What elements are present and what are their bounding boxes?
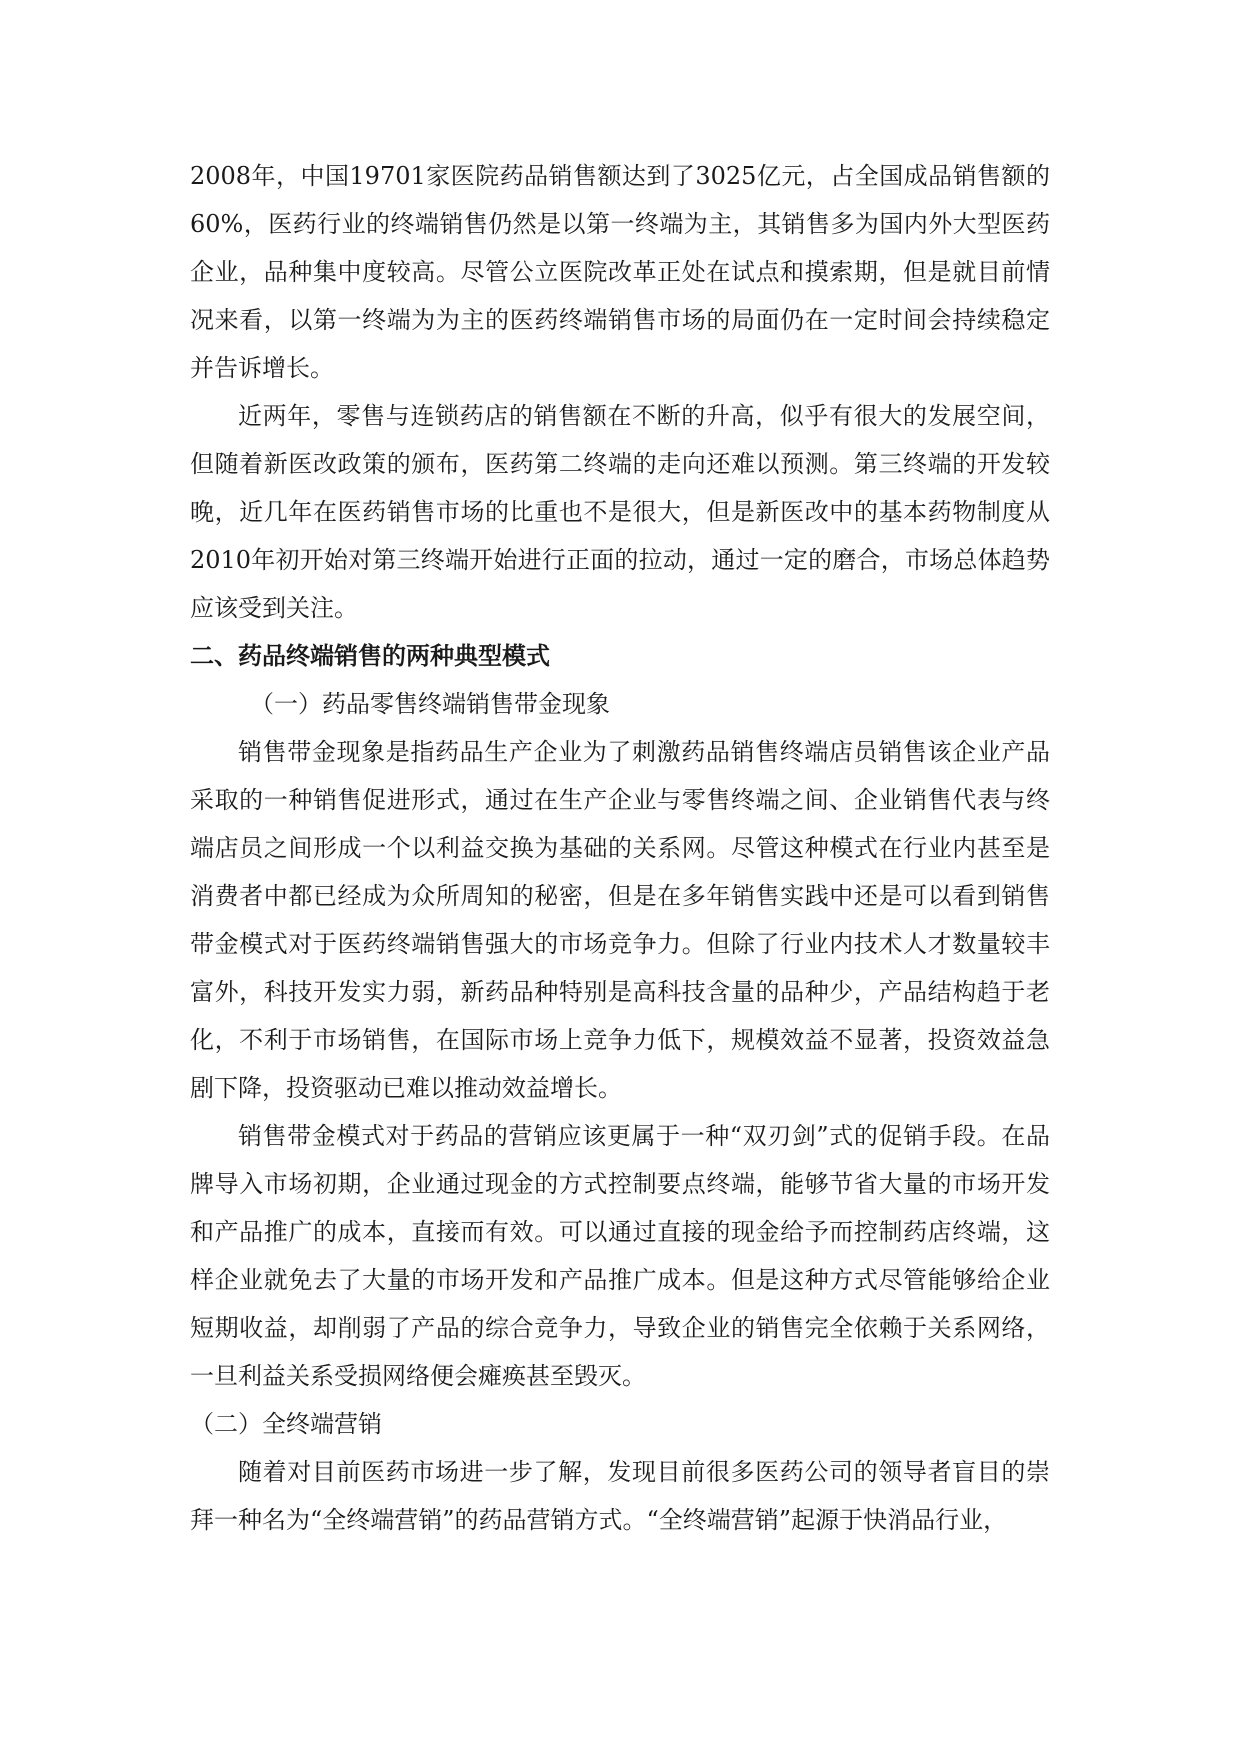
subheading-retail-kickback: （一）药品零售终端销售带金现象 <box>250 690 610 718</box>
paragraph-kickback-definition: 销售带金现象是指药品生产企业为了刺激药品销售终端店员销售该企业产品采取的一种销售促进形式，通过在生产企业与零售终端之间、企业销售代表与终端店员之间形成一个以利益交换为基础的关系网。尽管这种模式在行业内甚至是消费者中都已经成为众所周知的秘密，但是在多年销售实践中还是可以看到销售带金模式对于医药终端销售强大的市场竞争力。但除了行业内技术人才数量较丰富外，科技开发实力弱，新药品种特别是高科技含量的品种少，产品结构趋于老化，不利于市场销售，在国际市场上竞争力低下，规模效益不显著，投资效益急剧下降，投资驱动已难以推动效益增长。 <box>190 738 1050 1102</box>
subheading-full-terminal: （二）全终端营销 <box>190 1410 382 1438</box>
document-body <box>190 152 1050 1544</box>
paragraph-double-edged-sword: 销售带金模式对于药品的营销应该更属于一种“双刃剑”式的促销手段。在品牌导入市场初期，企业通过现金的方式控制要点终端，能够节省大量的市场开发和产品推广的成本，直接而有效。可以通过直接的现金给予而控制药店终端，这样企业就免去了大量的市场开发和产品推广成本。但是这种方式尽管能够给企业短期收益，却削弱了产品的综合竞争力，导致企业的销售完全依赖于关系网络，一旦利益关系受损网络便会瘫痪甚至毁灭。 <box>190 1122 1050 1390</box>
paragraph-retail-chain: 近两年，零售与连锁药店的销售额在不断的升高，似乎有很大的发展空间，但随着新医改政策的颁布，医药第二终端的走向还难以预测。第三终端的开发较晚，近几年在医药销售市场的比重也不是很大，但是新医改中的基本药物制度从2010年初开始对第三终端开始进行正面的拉动，通过一定的磨合，市场总体趋势应该受到关注。 <box>190 402 1050 622</box>
paragraph-hospital-sales: 2008年，中国19701家医院药品销售额达到了3025亿元，占全国成品销售额的60%，医药行业的终端销售仍然是以第一终端为主，其销售多为国内外大型医药企业，品种集中度较高。尽管公立医院改革正处在试点和摸索期，但是就目前情况来看，以第一终端为为主的医药终端销售市场的局面仍在一定时间会持续稳定并告诉增长。 <box>190 162 1050 382</box>
paragraph-full-terminal-marketing: 随着对目前医药市场进一步了解，发现目前很多医药公司的领导者盲目的崇拜一种名为“全终端营销”的药品营销方式。“全终端营销”起源于快消品行业， <box>190 1458 1050 1534</box>
section-heading-two-models: 二、药品终端销售的两种典型模式 <box>190 641 550 670</box>
